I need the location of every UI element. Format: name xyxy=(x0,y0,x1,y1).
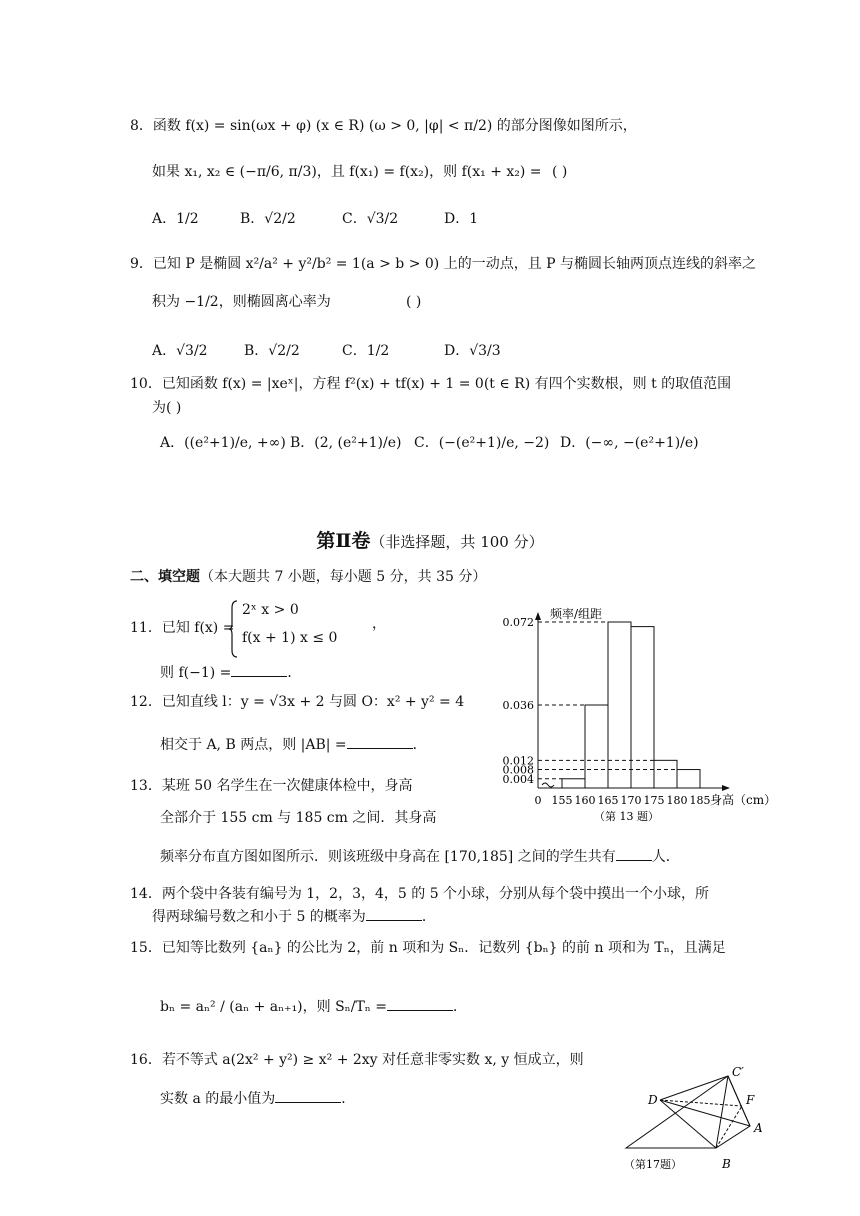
q13-answer-blank[interactable] xyxy=(616,846,652,861)
q9-option-a: A．√3/2 xyxy=(152,343,208,359)
q12-line1: 12．已知直线 l：y = √3x + 2 与圆 O：x² + y² = 4 xyxy=(130,694,465,710)
q11-case2: f(x + 1) x ≤ 0 xyxy=(242,630,338,646)
x-axis-label: 身高（cm） xyxy=(710,793,777,807)
bar-180-185 xyxy=(677,770,700,788)
q8-line1: 8．函数 f(x) = sin(ωx + φ) (x ∈ R) (ω > 0, |φ| < π/2) 的部分图像如图所示， xyxy=(130,118,637,134)
q12-line2-text: 相交于 A, B 两点，则 |AB| = xyxy=(160,737,347,753)
y-tick-0.036: 0.036 xyxy=(502,699,534,712)
q9-line2: 积为 −1/2，则椭圆离心率为 xyxy=(152,294,331,310)
section2-label: 二、填空题 xyxy=(130,569,200,585)
q11-brace-icon xyxy=(228,600,238,658)
q13-line2: 全部介于 155 cm 与 185 cm 之间．其身高 xyxy=(160,810,437,826)
q11-answer-blank[interactable] xyxy=(231,662,287,677)
q15-line2 xyxy=(160,996,467,1017)
x-tick-160: 160 xyxy=(574,794,596,807)
q15-period: ． xyxy=(453,999,468,1015)
q14-answer-blank[interactable] xyxy=(366,906,422,921)
axis-break-icon xyxy=(542,783,554,787)
y-axis-arrow-icon xyxy=(535,612,541,620)
origin-label: 0 xyxy=(534,794,542,807)
q15-answer-blank[interactable] xyxy=(387,996,453,1011)
x-tick-175: 175 xyxy=(643,794,665,807)
q8-option-d: D．1 xyxy=(444,211,479,227)
fig17-label-f: F xyxy=(746,1093,755,1107)
q8-line2: 如果 x₁, x₂ ∈ (−π/6, π/3)，且 f(x₁) = f(x₂)，则 f(x₁ + x₂) = xyxy=(152,164,542,180)
q15-line2-text: bₙ = aₙ² / (aₙ + aₙ₊₁)，则 Sₙ/Tₙ = xyxy=(160,999,388,1015)
part2-subtitle: （非选择题，共 100 分） xyxy=(370,533,544,551)
part2-title xyxy=(0,526,860,553)
fig17-edge-db xyxy=(660,1100,716,1148)
x-tick-180: 180 xyxy=(666,794,688,807)
q16-period: ． xyxy=(341,1091,356,1107)
q9-line1: 9．已知 P 是椭圆 x²/a² + y²/b² = 1(a > b > 0) 上的一动点，且 P 与椭圆长轴两顶点连线的斜率之 xyxy=(130,256,757,272)
q11-case1: 2ˣ x > 0 xyxy=(242,602,299,618)
x-tick-185: 185 xyxy=(689,794,711,807)
chart-caption: （第 13 题） xyxy=(594,810,659,823)
fig17-outline xyxy=(626,1076,750,1148)
q9-option-d: D．√3/3 xyxy=(444,343,501,359)
q10-line1: 10．已知函数 f(x) = |xeˣ|，方程 f²(x) + tf(x) + 1 = 0(t ∈ R) 有四个实数根，则 t 的取值范围 xyxy=(130,376,732,392)
q8-option-b: B．√2/2 xyxy=(240,211,296,227)
q9-option-b: B．√2/2 xyxy=(244,343,300,359)
q10-option-a: A．((e²+1)/e, +∞) xyxy=(160,435,286,451)
fig17-edge-da xyxy=(660,1100,750,1126)
q9-option-c: C．1/2 xyxy=(342,343,390,359)
q13-line3-tail: 人． xyxy=(651,849,680,865)
q8-option-c: C．√3/2 xyxy=(342,211,399,227)
q11-line1: 11．已知 f(x) = xyxy=(130,620,235,636)
q13-line3-text: 频率分布直方图如图所示．则该班级中身高在 [170,185] 之间的学生共有 xyxy=(160,849,616,865)
q14-line2-text: 得两球编号数之和小于 5 的概率为 xyxy=(152,909,366,925)
q14-line2 xyxy=(152,906,436,927)
y-axis-label: 频率/组距 xyxy=(550,607,603,621)
q10-line2: 为( ) xyxy=(152,400,182,416)
q8-paren: ( ) xyxy=(552,164,568,180)
q16-line1: 16．若不等式 a(2x² + y²) ≥ x² + 2xy 对任意非零实数 x, y 恒成立，则 xyxy=(130,1052,584,1068)
bar-160-165 xyxy=(585,705,608,788)
section2-desc: （本大题共 7 小题，每小题 5 分，共 35 分） xyxy=(200,569,487,585)
q16-line2 xyxy=(160,1088,355,1109)
fig17-label-d: D xyxy=(648,1093,658,1107)
fig17-edge-dc xyxy=(660,1076,728,1100)
fig17-edge-cb xyxy=(716,1076,728,1148)
fig17-label-b: B xyxy=(722,1157,731,1171)
x-tick-165: 165 xyxy=(597,794,619,807)
fig17-label-c: C′ xyxy=(732,1066,744,1079)
q11-line2-text: 则 f(−1) = xyxy=(160,665,232,681)
figure-17 xyxy=(616,1066,786,1176)
x-tick-155: 155 xyxy=(551,794,573,807)
q10-option-c: C．(−(e²+1)/e, −2) xyxy=(414,435,550,451)
q13-line3 xyxy=(160,846,680,867)
fig17-dashed-df xyxy=(660,1100,742,1106)
q16-line2-text: 实数 a 的最小值为 xyxy=(160,1091,276,1107)
q12-period: ． xyxy=(412,737,427,753)
y-tick-0.004: 0.004 xyxy=(502,772,534,786)
q8-option-a: A．1/2 xyxy=(152,211,199,227)
q10-option-d: D．(−∞, −(e²+1)/e) xyxy=(560,435,699,451)
q13-line1: 13．某班 50 名学生在一次健康体检中，身高 xyxy=(130,778,413,794)
q9-paren: ( ) xyxy=(406,294,422,310)
q15-line1: 15．已知等比数列 {aₙ} 的公比为 2，前 n 项和为 Sₙ．记数列 {bₙ} 的前 n 项和为 Tₙ，且满足 xyxy=(130,940,726,956)
q11-period: ． xyxy=(287,665,302,681)
bar-170-175 xyxy=(631,627,654,788)
y-tick-0.072: 0.072 xyxy=(502,616,534,629)
q11-brace xyxy=(228,600,238,658)
q11-tail: ， xyxy=(372,616,386,632)
y-tick-0.008: 0.008 xyxy=(502,763,534,777)
x-tick-170: 170 xyxy=(620,794,642,807)
q14-line1: 14．两个袋中各装有编号为 1，2，3，4，5 的 5 个小球，分别从每个袋中摸出一个小球，所 xyxy=(130,886,710,902)
part2-title-text: 第Ⅱ卷 xyxy=(316,530,371,552)
q12-line2 xyxy=(160,734,427,755)
histogram-chart xyxy=(486,596,786,828)
section2-header xyxy=(130,566,486,586)
fig17-label-a: A xyxy=(754,1121,763,1135)
x-axis-arrow-icon xyxy=(722,785,730,791)
q10-option-b: B．(2, (e²+1)/e) xyxy=(290,435,402,451)
fig17-caption: （第17题） xyxy=(624,1158,682,1171)
q11-line2 xyxy=(160,662,301,683)
bar-175-180 xyxy=(654,760,677,788)
q12-answer-blank[interactable] xyxy=(347,734,413,749)
q14-period: ． xyxy=(421,909,436,925)
y-tick-0.012: 0.012 xyxy=(502,754,534,768)
bar-165-170 xyxy=(608,622,631,788)
bar-155-160 xyxy=(562,779,585,788)
q16-answer-blank[interactable] xyxy=(275,1088,341,1103)
